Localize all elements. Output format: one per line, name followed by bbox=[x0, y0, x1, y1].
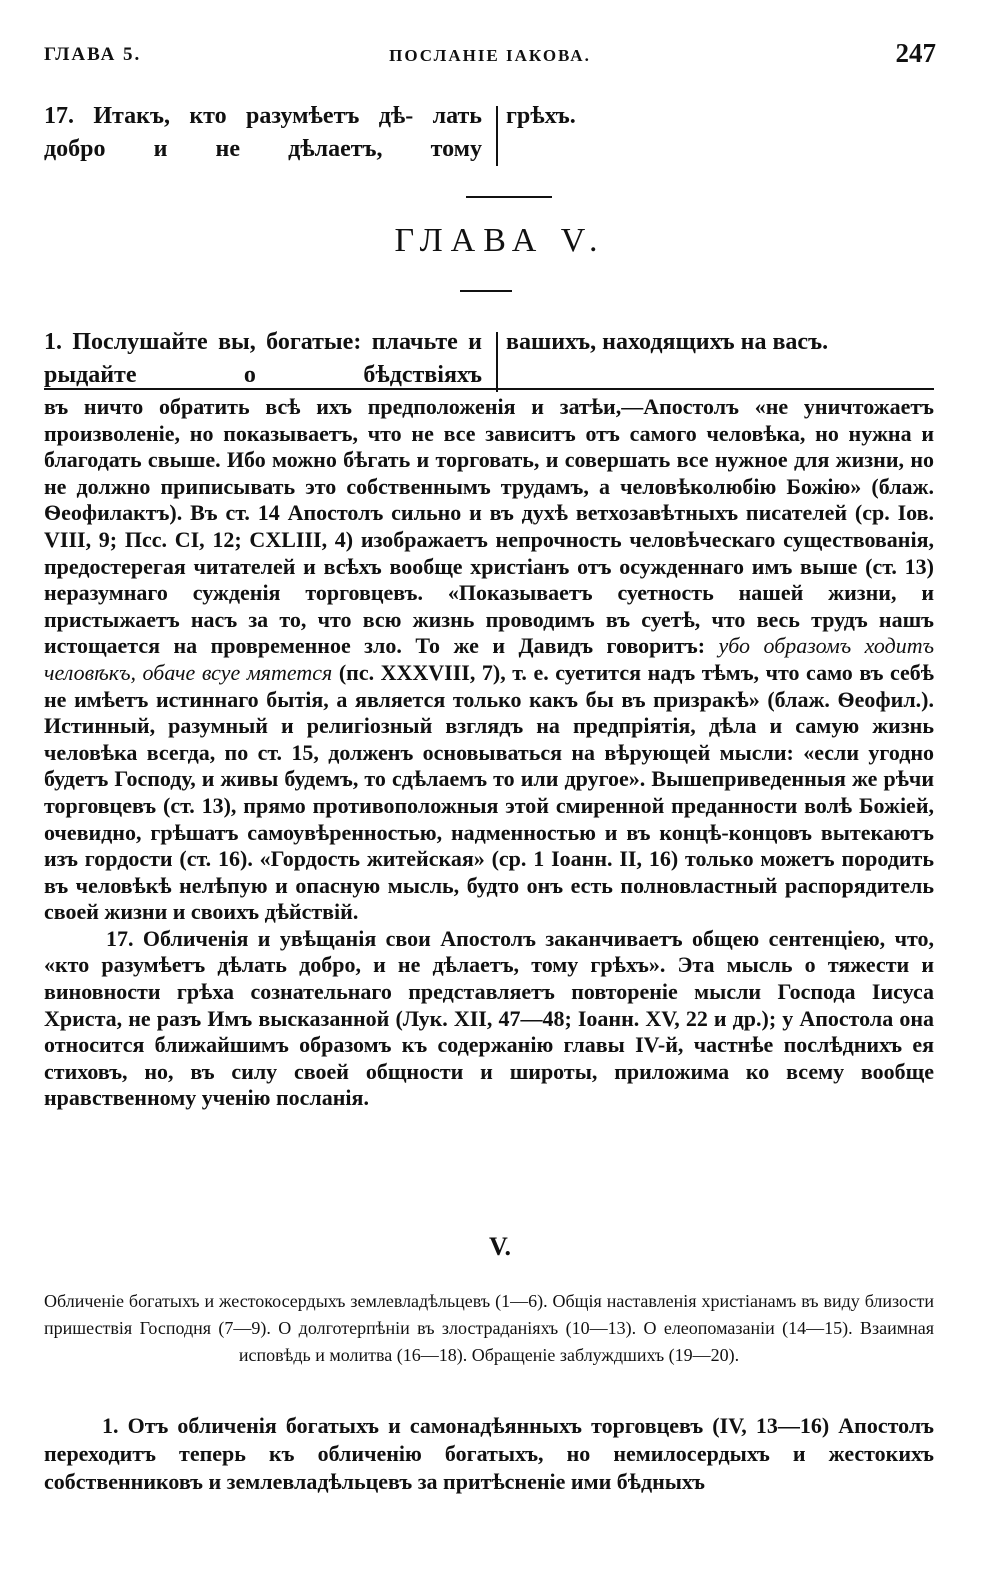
verse-1-continuation: вашихъ, находящихъ на васъ. bbox=[506, 329, 829, 355]
verse-1-text: 1. Послушайте вы, богатые: плачьте и рыдайте о бѣдствіяхъ bbox=[44, 329, 482, 388]
header-chapter: ГЛАВА 5. bbox=[44, 44, 142, 65]
commentary-text: въ ничто обратить всѣ ихъ предположенія и затѣи,—Апостолъ «не уничтожаетъ произволеніе, но показываетъ, что не все зависитъ отъ самого человѣка, но нужна и благодать свыше. Ибо можно бѣгать и торговать, и совершать все нужное для жизни, но не должно приписывать это собственнымъ трудамъ, а человѣколюбію Божію» (блаж. Ѳеофилактъ). Въ ст. 14 Апостолъ сильно и въ духѣ ветхозавѣтныхъ писателей (ср. Іов. VIII, 9; Псс. CI, 12; CXLIII, 4) изображаетъ непрочность человѣческаго существованія, предостерегая читателей и всѣхъ вообще христіанъ отъ осужденнаго имъ выше (ст. 13) неразумнаго сужденія торговцевъ. «Показываетъ суетность нашей жизни, и пристыжаетъ насъ за то, что всю жизнь проводимъ въ суетѣ, что весь трудъ нашъ истощается на провременное зло. То же и Давидъ говоритъ: bbox=[44, 394, 934, 659]
scripture-quote: убо образомъ ходитъ человѣкъ, обаче всуе мятется bbox=[44, 633, 935, 685]
chapter-title: ГЛАВА V. bbox=[394, 222, 606, 259]
section-intro bbox=[44, 1412, 934, 1496]
commentary-paragraph: 17. Обличенія и увѣщанія свои Апостолъ заканчиваетъ общею сентенціею, что, «кто разумѣетъ дѣлать добро, и не дѣлаетъ, тому грѣхъ». Эта мысль о тяжести и виновности грѣха сознательнаго представляетъ повтореніе мысли Господа Іисуса Христа, не разъ Имъ высказанной (Лук. XII, 47—48; Іоанн. XV, 22 и др.); у Апостола она относится ближайшимъ образомъ къ содержанію главы IV-й, частнѣе послѣднихъ ея стиховъ, но, въ силу своей общности и широты, приложима ко всему вообще нравственному ученію посланія. bbox=[44, 925, 934, 1111]
divider-rule bbox=[460, 290, 512, 292]
running-header bbox=[44, 38, 936, 72]
section-summary: Обличеніе богатыхъ и жестокосердыхъ землевладѣльцевъ (1—6). Общія наставленія христіанамъ въ виду близости пришествія Господня (7—9). О долготерпѣніи въ злостраданіяхъ (10—13). О елеопомазаніи (14—15). Взаимная исповѣдь и молитва (16—18). Обращеніе заблуждшихъ (19—20). bbox=[44, 1291, 934, 1365]
section-number: V. bbox=[489, 1232, 511, 1261]
verse-17-continuation: грѣхъ. bbox=[506, 103, 576, 129]
column-divider bbox=[496, 106, 498, 166]
commentary-separator bbox=[44, 388, 934, 390]
commentary bbox=[44, 394, 934, 1112]
verse-1-block bbox=[44, 326, 934, 392]
page-number: 247 bbox=[895, 38, 936, 68]
commentary-text: (пс. XXXVIII, 7), т. е. суетится надъ тѣмъ, что само въ себѣ не имѣетъ истиннаго бытія, а является только какъ бы въ призракѣ» (блаж. Ѳеофил.). Истинный, разумный и религіозный взглядъ на предпріятія, дѣла и самую жизнь человѣка всегда, по ст. 15, долженъ основываться на вѣрующей мысли: «если угодно будетъ Господу, и живы будемъ, то сдѣлаемъ то или другое». Вышеприведенныя же рѣчи торговцевъ (ст. 13), прямо противоположныя этой смиренной преданности волѣ Божіей, очевидно, грѣшатъ самоувѣренностью, надменностью и въ концѣ-концовъ вытекаютъ изъ гордости (ст. 16). «Гордость житейская» (ср. 1 Іоанн. II, 16) только можетъ породить въ человѣкѣ нелѣпую и опасную мысль, будто онъ есть полновластный распорядитель своей жизни и своихъ дѣйствій. bbox=[44, 659, 935, 925]
verse-17-text: 17. Итакъ, кто разумѣетъ дѣ- лать добро и не дѣлаетъ, тому bbox=[44, 103, 482, 162]
commentary-paragraph bbox=[44, 394, 934, 926]
intro-paragraph: 1. Отъ обличенія богатыхъ и самонадѣянныхъ торговцевъ (IV, 13—16) Апостолъ переходитъ теперь къ обличенію богатыхъ, но немилосердыхъ и жестокихъ собственниковъ и землевладѣльцевъ за притѣсненіе ими бѣдныхъ bbox=[44, 1413, 934, 1494]
header-title: ПОСЛАНІЕ ІАКОВА. bbox=[389, 46, 591, 65]
divider-rule bbox=[466, 196, 552, 198]
verse-17-block bbox=[44, 100, 934, 166]
column-divider bbox=[496, 332, 498, 392]
